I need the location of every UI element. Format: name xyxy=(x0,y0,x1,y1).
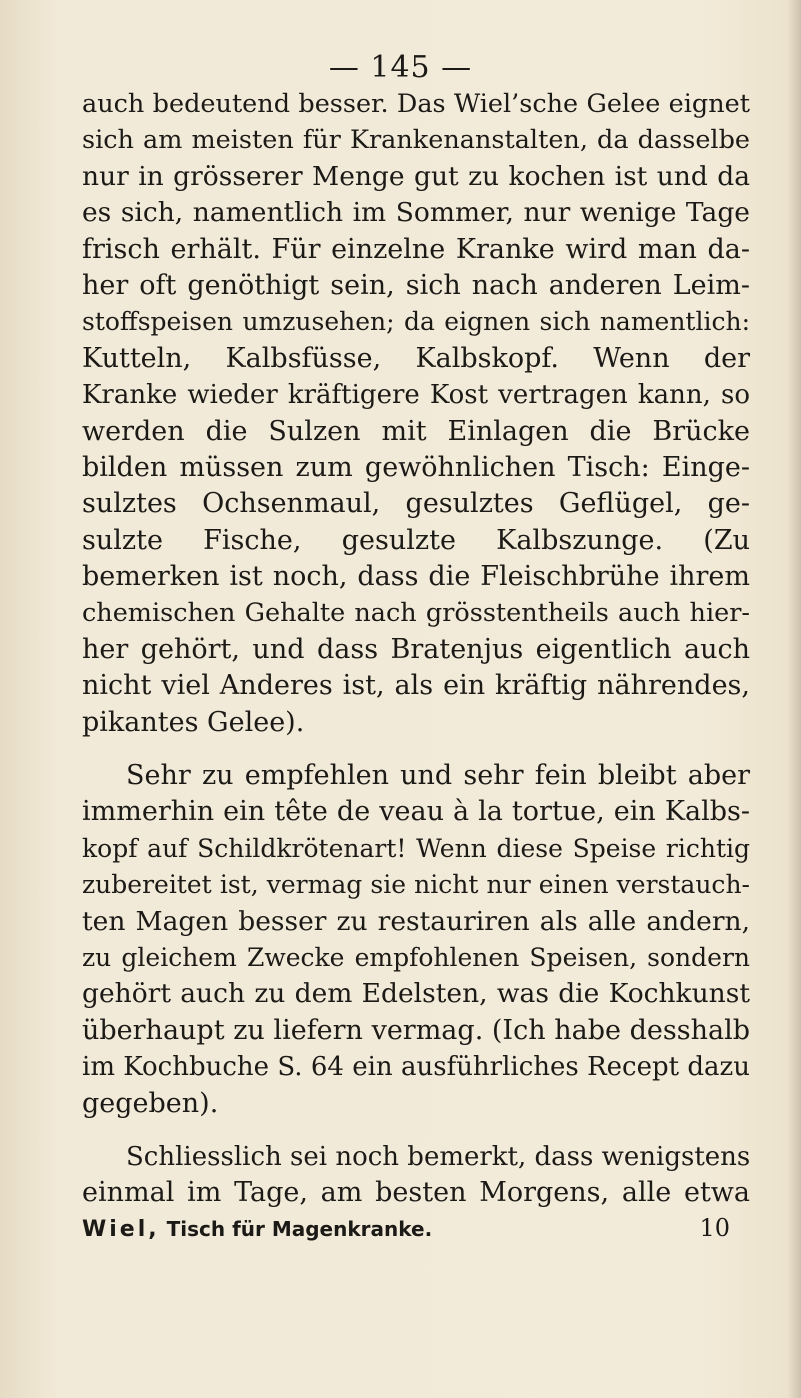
signature-line xyxy=(82,1212,750,1244)
sheet-number: 10 xyxy=(699,1213,730,1242)
paragraph-1 xyxy=(82,86,750,741)
body-text xyxy=(82,86,750,1244)
text-line: chemischen Gehalte nach grösstentheils auch hier- xyxy=(82,598,750,629)
text-line: bilden müssen zum gewöhnlichen Tisch: Einge- xyxy=(82,451,750,483)
signature-title: Tisch für Magenkranke. xyxy=(166,1216,433,1241)
page-number-header: — 145 — xyxy=(328,50,473,85)
text-line: sulztes Ochsenmaul, gesulztes Geflügel, ge- xyxy=(82,488,750,520)
text-line: stoffspeisen umzusehen; da eignen sich namentlich: xyxy=(82,307,750,337)
text-line: einmal im Tage, am besten Morgens, alle etwa xyxy=(82,1177,750,1209)
text-line: auch bedeutend besser. Das Wiel’sche Gelee eignet xyxy=(82,89,750,119)
text-line: bemerken ist noch, dass die Fleischbrühe ihrem xyxy=(82,561,750,593)
text-line: gegeben). xyxy=(82,1087,219,1119)
text-line: ten Magen besser zu restauriren als alle andern, xyxy=(82,905,750,937)
text-line: gehört auch zu dem Edelsten, was die Kochkunst xyxy=(82,978,750,1010)
text-line: zu gleichem Zwecke empfohlenen Speisen, sondern xyxy=(82,942,750,972)
text-line: kopf auf Schildkrötenart! Wenn diese Speise richtig xyxy=(82,833,750,863)
text-line: Kutteln, Kalbsfüsse, Kalbskopf. Wenn der xyxy=(82,342,750,374)
text-line: sich am meisten für Krankenanstalten, da dasselbe xyxy=(82,125,750,156)
page-edge-shadow xyxy=(787,0,801,1398)
text-line: überhaupt zu liefern vermag. (Ich habe desshalb xyxy=(82,1014,750,1046)
text-line: frisch erhält. Für einzelne Kranke wird man da- xyxy=(82,233,750,265)
text-line: her oft genöthigt sein, sich nach anderen Leim- xyxy=(82,269,750,301)
text-line: sulzte Fische, gesulzte Kalbszunge. (Zu xyxy=(82,524,750,556)
text-line: nur in grösserer Menge gut zu kochen ist und da xyxy=(82,160,750,192)
text-line: pikantes Gelee). xyxy=(82,706,305,738)
text-line: zubereitet ist, vermag sie nicht nur einen verstauch- xyxy=(82,870,750,900)
signature-text xyxy=(82,1213,432,1246)
text-line: immerhin ein tête de veau à la tortue, ein Kalbs- xyxy=(82,796,750,828)
signature-author: Wiel, xyxy=(82,1216,160,1242)
text-line: werden die Sulzen mit Einlagen die Brücke xyxy=(82,415,750,447)
paragraph-2 xyxy=(82,758,750,1122)
paragraph-3 xyxy=(82,1139,750,1212)
text-line: nicht viel Anderes ist, als ein kräftig nährendes, xyxy=(82,670,750,702)
text-line: her gehört, und dass Bratenjus eigentlich auch xyxy=(82,633,750,665)
text-line: im Kochbuche S. 64 ein ausführliches Recept dazu xyxy=(82,1052,750,1083)
text-line: Sehr zu empfehlen und sehr fein bleibt aber xyxy=(126,760,750,792)
text-line: es sich, namentlich im Sommer, nur wenige Tage xyxy=(82,197,750,229)
text-line: Schliesslich sei noch bemerkt, dass wenigstens xyxy=(126,1141,751,1172)
text-line: Kranke wieder kräftigere Kost vertragen kann, so xyxy=(82,380,750,411)
